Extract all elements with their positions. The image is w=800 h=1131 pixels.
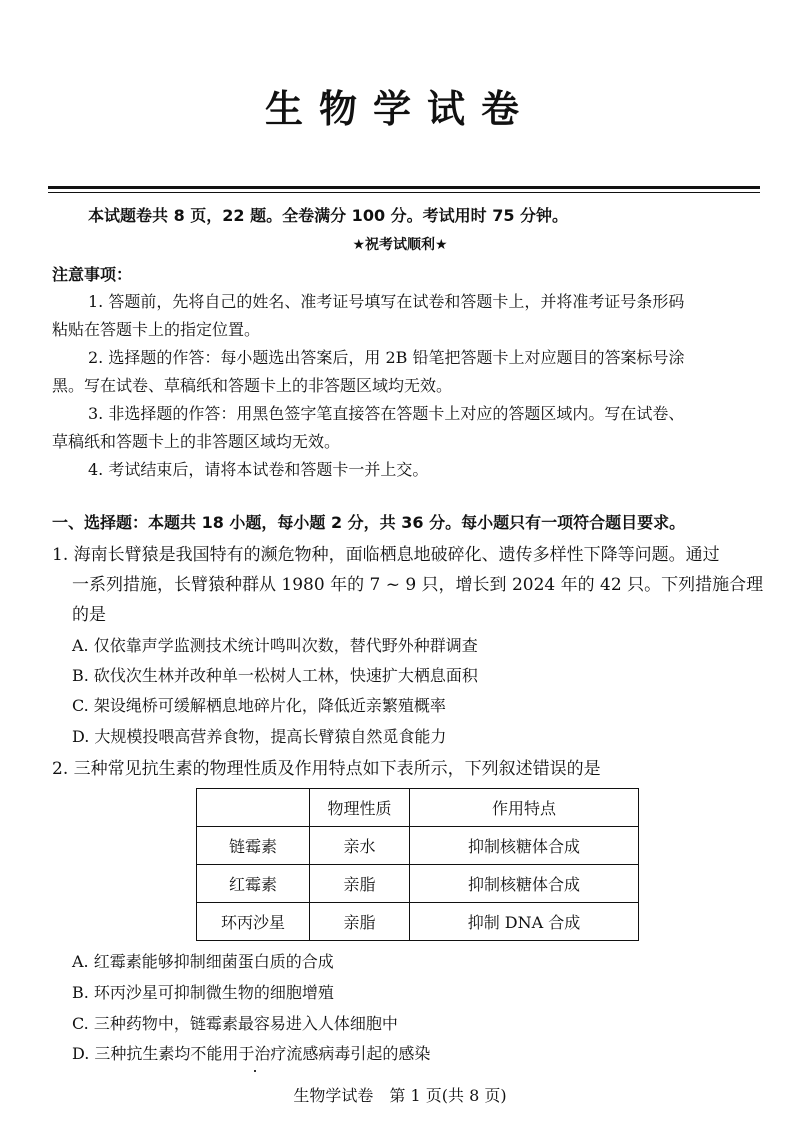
notice-item-3 (52, 400, 764, 456)
q1-option-b: B. 砍伐次生林并改种单一松树人工林，快速扩大栖息面积 (72, 666, 478, 685)
table-cell: 亲脂 (310, 903, 410, 941)
table-row (197, 865, 639, 903)
scan-speck (254, 1070, 256, 1072)
good-luck-banner: ★祝考试顺利★ (352, 237, 448, 253)
table-cell: 抑制核糖体合成 (410, 865, 639, 903)
notice-item-3-line2: 草稿纸和答题卡上的非答题区域均无效。 (52, 432, 341, 451)
notice-item-3-line1: 3. 非选择题的作答：用黑色签字笔直接答在答题卡上对应的答题区域内。写在试卷、 (88, 404, 685, 423)
table-header-cell: 物理性质 (310, 789, 410, 827)
q1-option-c: C. 架设绳桥可缓解栖息地碎片化，降低近亲繁殖概率 (72, 696, 446, 715)
notice-item-4-line1: 4. 考试结束后，请将本试卷和答题卡一并上交。 (88, 460, 429, 479)
antibiotics-table (196, 788, 639, 941)
page-footer: 生物学试卷 第 1 页(共 8 页) (293, 1086, 507, 1105)
header-rule-thick (48, 186, 760, 189)
table-header-cell: 作用特点 (410, 789, 639, 827)
table-cell: 亲脂 (310, 865, 410, 903)
table-row (197, 903, 639, 941)
q2-option-b: B. 环丙沙星可抑制微生物的细胞增殖 (72, 983, 334, 1002)
table-cell: 抑制核糖体合成 (410, 827, 639, 865)
table-cell: 环丙沙星 (197, 903, 310, 941)
notice-item-2 (52, 344, 764, 400)
notice-item-4 (52, 456, 764, 484)
q2-option-c: C. 三种药物中，链霉素最容易进入人体细胞中 (72, 1014, 398, 1033)
page-title: 生物学试卷 (264, 87, 535, 131)
question-1-line2: 一系列措施，长臂猿种群从 1980 年的 7 ~ 9 只，增长到 2024 年的 42 只。下列措施合理 (72, 575, 764, 595)
exam-info: 本试题卷共 8 页，22 题。全卷满分 100 分。考试用时 75 分钟。 (88, 206, 569, 225)
section-heading: 一、选择题：本题共 18 小题，每小题 2 分，共 36 分。每小题只有一项符合题目要求。 (52, 513, 686, 532)
table-cell: 红霉素 (197, 865, 310, 903)
q1-option-d: D. 大规模投喂高营养食物，提高长臂猿自然觅食能力 (72, 727, 447, 746)
table-cell: 抑制 DNA 合成 (410, 903, 639, 941)
notice-item-2-line2: 黑。写在试卷、草稿纸和答题卡上的非答题区域均无效。 (52, 376, 453, 395)
table-cell: 亲水 (310, 827, 410, 865)
notice-heading: 注意事项： (52, 265, 133, 284)
table-header-cell (197, 789, 310, 827)
question-2 (52, 754, 764, 784)
notice-item-2-line1: 2. 选择题的作答：每小题选出答案后，用 2B 铅笔把答题卡上对应题目的答案标号涂 (88, 348, 685, 367)
question-1-line1: 1. 海南长臂猿是我国特有的濒危物种，面临栖息地破碎化、遗传多样性下降等问题。通过 (52, 545, 720, 565)
q2-option-a: A. 红霉素能够抑制细菌蛋白质的合成 (72, 952, 334, 971)
notice-item-1 (52, 288, 764, 344)
q2-option-d: D. 三种抗生素均不能用于治疗流感病毒引起的感染 (72, 1044, 431, 1063)
q1-option-a: A. 仅依靠声学监测技术统计鸣叫次数，替代野外种群调查 (72, 636, 478, 655)
notice-item-1-line1: 1. 答题前，先将自己的姓名、准考证号填写在试卷和答题卡上，并将准考证号条形码 (88, 292, 685, 311)
table-cell: 链霉素 (197, 827, 310, 865)
table-header-row (197, 789, 639, 827)
notice-item-1-line2: 粘贴在答题卡上的指定位置。 (52, 320, 261, 339)
question-1 (52, 540, 764, 630)
header-rule-thin (48, 192, 760, 193)
question-2-line1: 2. 三种常见抗生素的物理性质及作用特点如下表所示，下列叙述错误的是 (52, 759, 601, 779)
table-row (197, 827, 639, 865)
question-1-line3: 的是 (72, 605, 106, 625)
